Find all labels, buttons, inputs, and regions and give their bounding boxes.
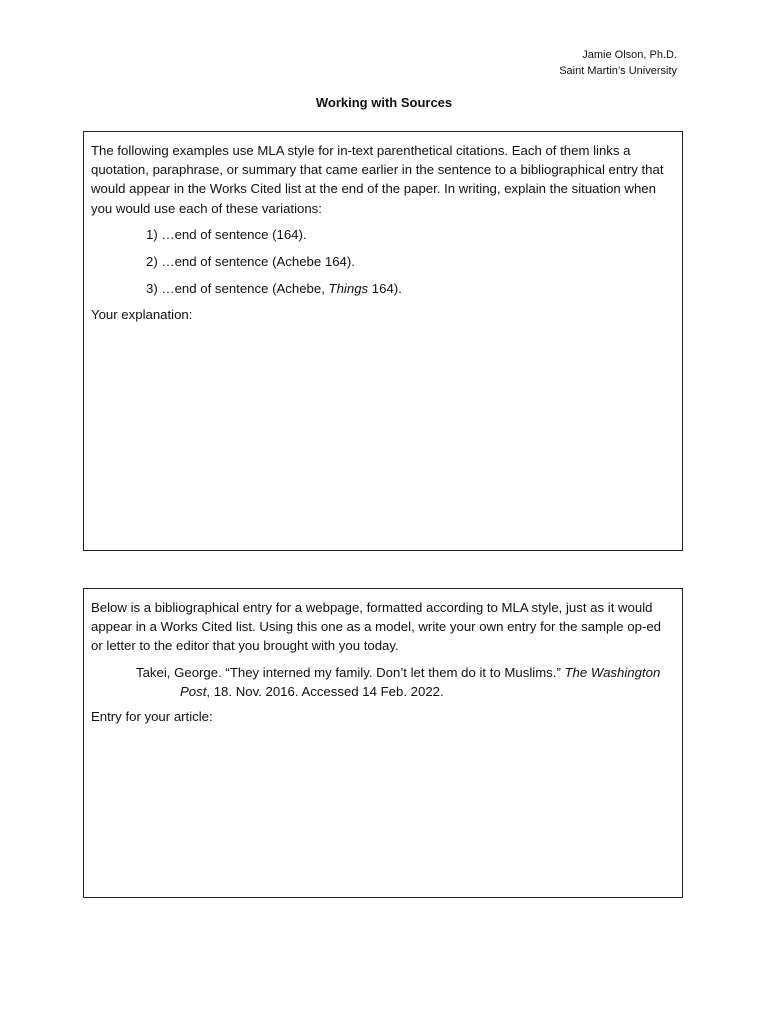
citation-publication: The Washington Post [180,664,661,699]
variation-2-text: 2) …end of sentence (Achebe 164). [146,253,355,269]
citation-dates: , 18. Nov. 2016. Accessed 14 Feb. 2022. [206,683,444,699]
section1-intro: The following examples use MLA style for in-text parenthetical citations. Each of them links a quotation, paraphrase, or summary that came earlier in the sentence to a bibliographical entry that would appear in the Works Cited list at the end of the paper. In writing, explain the situation when you would use each of these variations: [91,143,664,216]
variation-2 [91,251,674,272]
explanation-label: Your explanation: [91,306,193,322]
variation-3-text-before: 3) …end of sentence (Achebe, [146,280,329,296]
author-block [559,47,677,79]
bibliography-entry-box [83,588,683,898]
institution-name: Saint Martin’s University [559,65,677,77]
sample-citation [91,663,674,701]
page-title: Working with Sources [315,95,453,110]
variation-3-text-italic: Things [328,280,369,296]
citation-variations-box [83,131,683,551]
entry-label: Entry for your article: [91,709,213,725]
variation-1 [91,224,674,245]
section2-intro: Below is a bibliographical entry for a webpage, formatted according to MLA style, just as it would appear in a Works Cited list. Using this one as a model, write your own entry for the sample op-ed or letter to the editor that you brought with you today. [91,600,662,654]
variation-3-text-after: 164). [368,280,402,296]
author-name: Jamie Olson, Ph.D. [582,49,677,61]
variation-3 [91,278,674,299]
variation-1-text: 1) …end of sentence (164). [146,226,307,242]
citation-author-title: Takei, George. “They interned my family. Don’t let them do it to Muslims.” [136,664,565,680]
